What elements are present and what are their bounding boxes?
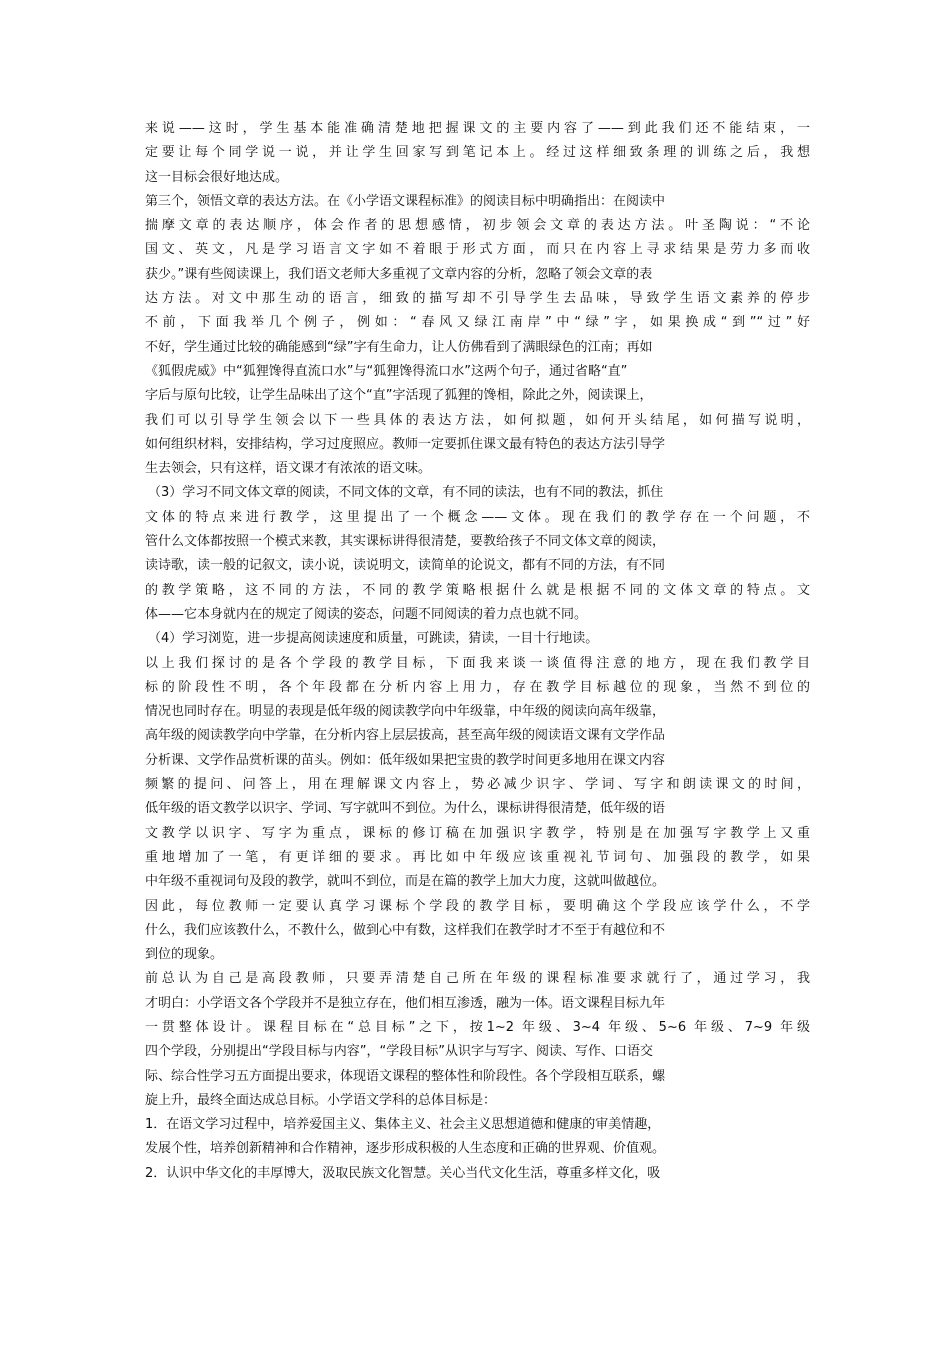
text-line: 文教学以识字、写字为重点，课标的修订稿在加强识字教学，特别是在加强写字教学上又重: [145, 825, 810, 841]
text-line: 字后与原句比较，让学生品味出了这个“直”字活现了狐狸的馋相，除此之外，阅读课上，: [145, 388, 653, 404]
text-line: 才明白：小学语文各个学段并不是独立存在，他们相互渗透，融为一体。语文课程目标九年: [145, 995, 666, 1011]
document-body: [145, 117, 810, 1186]
text-line: 定要让每个同学说一说，并让学生回家写到笔记本上。经过这样细致条理的训练之后，我想: [145, 145, 810, 161]
text-line: 生去领会，只有这样，语文课才有浓浓的语文味。: [145, 461, 432, 477]
text-line: 第三个，领悟文章的表达方法。在《小学语文课程标准》的阅读目标中明确指出：在阅读中: [145, 193, 666, 209]
text-line: 如何组织材料，安排结构，学习过度照应。教师一定要抓住课文最有特色的表达方法引导学: [145, 436, 666, 452]
text-line: 这一目标会很好地达成。: [145, 169, 289, 185]
text-line: 管什么文体都按照一个模式来教，其实课标讲得很清楚，要教给孩子不同文体文章的阅读，: [145, 534, 666, 550]
text-line: 1．在语文学习过程中，培养爱国主义、集体主义、社会主义思想道德和健康的审美情趣，: [145, 1117, 661, 1133]
text-line: 一贯整体设计。课程目标在“总目标”之下，按1~2 年级、3~4 年级、5~6 年级、7~9 年级: [145, 1019, 810, 1035]
text-line: 达方法。对文中那生动的语言，细致的描写却不引导学生去品味，导致学生语文素养的停步: [145, 291, 810, 307]
text-line: 文体的特点来进行教学，这里提出了一个概念——文体。现在我们的教学存在一个问题，不: [145, 509, 810, 525]
text-line: 重地增加了一笔，有更详细的要求。再比如中年级应该重视礼节词句、加强段的教学，如果: [145, 849, 810, 865]
text-line: 旋上升，最终全面达成总目标。小学语文学科的总体目标是：: [145, 1092, 497, 1108]
text-line: 频繁的提问、问答上，用在理解课文内容上，势必减少识字、学词、写字和朗读课文的时间，: [145, 777, 810, 793]
text-line: 不好，学生通过比较的确能感到“绿”字有生命力，让人仿佛看到了满眼绿色的江南；再如: [145, 339, 653, 355]
text-line: 发展个性，培养创新精神和合作精神，逐步形成积极的人生态度和正确的世界观、价值观。: [145, 1141, 666, 1157]
text-line: 到位的现象。: [145, 947, 224, 963]
text-line: 2．认识中华文化的丰厚博大，汲取民族文化智慧。关心当代文化生活，尊重多样文化，吸: [145, 1165, 661, 1181]
text-line: 中年级不重视词句及段的教学，就叫不到位，而是在篇的教学上加大力度，这就叫做越位。: [145, 874, 666, 890]
text-line: 体——它本身就内在的规定了阅读的姿态，问题不同阅读的着力点也就不同。: [145, 606, 588, 622]
text-line: 揣摩文章的表达顺序，体会作者的思想感情，初步领会文章的表达方法。叶圣陶说：“不论: [145, 218, 810, 234]
text-line: 什么，我们应该教什么，不教什么，做到心中有数，这样我们在教学时才不至于有越位和不: [145, 922, 666, 938]
text-line: 国文、英文，凡是学习语言文字如不着眼于形式方面，而只在内容上寻求结果是劳力多而收: [145, 242, 810, 258]
text-line: 以上我们探讨的是各个学段的教学目标，下面我来谈一谈值得注意的地方，现在我们教学目: [145, 655, 810, 671]
text-line: 前总认为自己是高段教师，只要弄清楚自己所在年级的课程标准要求就行了，通过学习，我: [145, 971, 810, 987]
text-line: 际、综合性学习五方面提出要求，体现语文课程的整体性和阶段性。各个学段相互联系，螺: [145, 1068, 666, 1084]
text-line: 我们可以引导学生领会以下一些具体的表达方法，如何拟题，如何开头结尾，如何描写说明，: [145, 412, 810, 428]
text-line: 来说——这时，学生基本能准确清楚地把握课文的主要内容了——到此我们还不能结束，一: [145, 121, 810, 136]
text-line: 不前，下面我举几个例子，例如：“春风又绿江南岸”中“绿”字，如果换成“到”“过”好: [145, 315, 810, 331]
text-line: 读诗歌，读一般的记叙文，读小说，读说明文，读简单的论说文，都有不同的方法，有不同: [145, 558, 666, 574]
text-line: （4）学习浏览，进一步提高阅读速度和质量，可跳读，猜读，一目十行地读。: [148, 631, 599, 647]
text-line: 标的阶段性不明，各个年段都在分析内容上用力，存在教学目标越位的现象，当然不到位的: [145, 679, 810, 695]
text-line: 《狐假虎威》中“狐狸馋得直流口水”与“狐狸馋得流口水”这两个句子，通过省略“直”: [145, 363, 628, 379]
text-line: 的教学策略，这不同的方法，不同的教学策略根据什么就是根据不同的文体文章的特点。文: [145, 582, 810, 598]
text-line: 分析课、文学作品赏析课的苗头。例如：低年级如果把宝贵的教学时间更多地用在课文内容: [145, 752, 666, 768]
text-line: 获少。”课有些阅读课上，我们语文老师大多重视了文章内容的分析，忽略了领会文章的表: [145, 266, 653, 282]
text-line: 情况也同时存在。明显的表现是低年级的阅读教学向中年级靠，中年级的阅读向高年级靠，: [145, 704, 666, 720]
text-line: 因此，每位教师一定要认真学习课标个学段的教学目标，要明确这个学段应该学什么，不学: [145, 898, 810, 914]
text-line: （3）学习不同文体文章的阅读，不同文体的文章，有不同的读法，也有不同的教法，抓住: [148, 485, 664, 501]
text-line: 高年级的阅读教学向中学靠，在分析内容上层层拔高，甚至高年级的阅读语文课有文学作品: [145, 728, 666, 744]
text-line: 四个学段，分别提出“学段目标与内容”，“学段目标”从识字与写字、阅读、写作、口语交: [145, 1044, 653, 1060]
text-line: 低年级的语文教学以识字、学词、写字就叫不到位。为什么，课标讲得很清楚，低年级的语: [145, 801, 666, 817]
